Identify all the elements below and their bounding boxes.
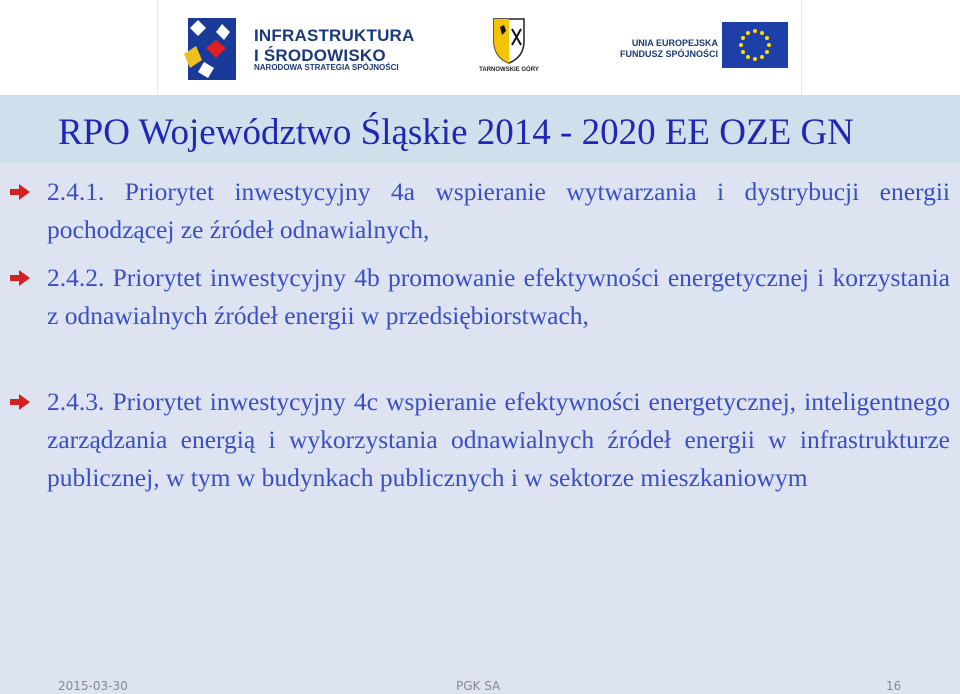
arrow-bullet-icon: [10, 184, 32, 200]
eu-line2: FUNDUSZ SPÓJNOŚCI: [620, 49, 719, 59]
footer: [0, 677, 960, 694]
tarnowskie-gory-logo: [476, 15, 542, 80]
eu-line1: UNIA EUROPEJSKA: [631, 38, 718, 48]
infrastruktura-logo: [176, 10, 415, 85]
arrow-bullet-icon: [10, 394, 32, 410]
infrastruktura-title: [254, 26, 415, 66]
infrastruktura-subtitle: NARODOWA STRATEGIA SPÓJNOŚCI: [254, 63, 399, 72]
bullet-text-2: 2.4.2. Priorytet inwestycyjny 4b promowanie efektywności energetycznej i korzystania z odnawialnych źródeł energii w przedsiębiorstwach,: [47, 263, 950, 330]
footer-company: PGK SA: [456, 679, 501, 693]
slide-body: [0, 95, 960, 694]
footer-date: 2015-03-30: [58, 679, 128, 693]
infrastruktura-line1: INFRASTRUKTURA: [254, 26, 415, 45]
title-band: [0, 95, 960, 163]
slide-title: RPO Województwo Śląskie 2014 - 2020 EE OZE GN: [58, 112, 854, 153]
infrastruktura-line2: I ŚRODOWISKO: [254, 46, 386, 65]
coat-of-arms-icon: [476, 15, 542, 65]
logo-bar: [0, 0, 960, 95]
bullet-text-1: 2.4.1. Priorytet inwestycyjny 4a wspieranie wytwarzania i dystrybucji energii pochodzącej ze źródeł odnawialnych,: [47, 177, 950, 244]
tarnowskie-gory-caption: TARNOWSKIE GÓRY: [479, 67, 539, 73]
eu-flag-icon: [722, 22, 788, 68]
bullet-text-3: 2.4.3. Priorytet inwestycyjny 4c wspieranie efektywności energetycznej, inteligentnego zarządzania energią i wykorzystania odnawialnych źródeł energii w infrastrukturze publicznej, w tym w budynkach publicznych i w sektorze mieszkaniowym: [47, 387, 950, 492]
infrastruktura-emblem-icon: [176, 10, 246, 85]
arrow-bullet-icon: [10, 270, 32, 286]
footer-page-number: 16: [886, 679, 902, 693]
eu-logo: [620, 22, 790, 72]
eu-text: [620, 38, 718, 60]
logo-box: [157, 0, 802, 95]
